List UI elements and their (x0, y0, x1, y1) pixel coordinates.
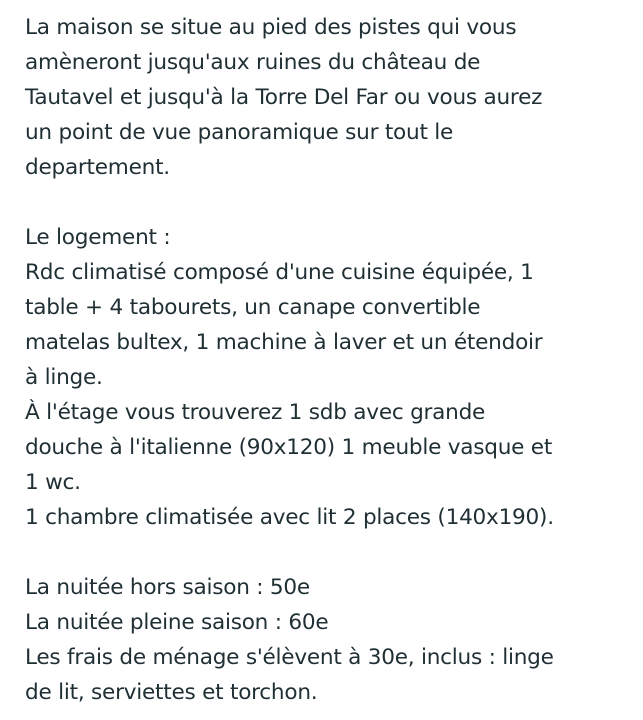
text-line: amèneront jusqu'aux ruines du château de (25, 50, 481, 75)
text-line: 1 chambre climatisée avec lit 2 places (140x190). (25, 505, 554, 530)
paragraph-gap (25, 535, 630, 570)
text-line: un point de vue panoramique sur tout le (25, 120, 454, 145)
text-line: de lit, serviettes et torchon. (25, 680, 318, 705)
text-line: Tautavel et jusqu'à la Torre Del Far ou vous aurez (25, 85, 543, 110)
text-line: à linge. (25, 365, 103, 390)
text-line: 1 wc. (25, 470, 81, 495)
text-line-cut-bottom (25, 710, 630, 720)
text-line: departement. (25, 155, 170, 180)
text-line-cut-top (25, 0, 630, 10)
text-line: À l'étage vous trouverez 1 sdb avec grande (25, 400, 486, 425)
text-line: douche à l'italienne (90x120) 1 meuble vasque et (25, 435, 553, 460)
text-line: table + 4 tabourets, un canape convertible (25, 295, 481, 320)
description-text (25, 0, 630, 720)
price-low-season: La nuitée hors saison : 50e (25, 575, 310, 600)
text-line: Rdc climatisé composé d'une cuisine équipée, 1 (25, 260, 534, 285)
text-line: La maison se situe au pied des pistes qui vous (25, 15, 517, 40)
paragraph-gap (25, 185, 630, 220)
cleaning-fee-text: Les frais de ménage s'élèvent à 30e, inclus : linge (25, 645, 554, 670)
section-heading-logement: Le logement : (25, 225, 171, 250)
price-high-season: La nuitée pleine saison : 60e (25, 610, 329, 635)
text-line: matelas bultex, 1 machine à laver et un étendoir (25, 330, 543, 355)
